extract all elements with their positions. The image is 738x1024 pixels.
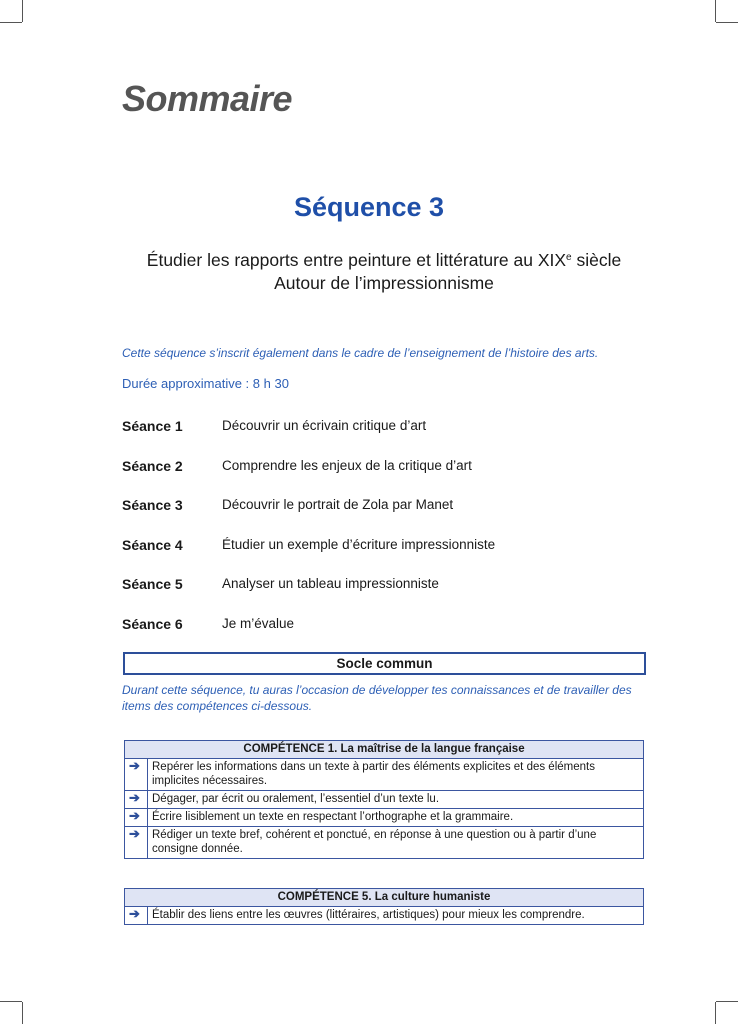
seance-row — [122, 497, 642, 537]
seance-row — [122, 576, 642, 616]
socle-commun-text: Durant cette séquence, tu auras l’occasion de développer tes connaissances et de travailler des items des compétences ci-dessous. — [122, 683, 632, 713]
seance-label: Séance 6 — [122, 615, 183, 632]
socle-commun-heading: Socle commun — [123, 652, 646, 675]
crop-mark — [716, 22, 738, 23]
duration-text: Durée approximative : 8 h 30 — [122, 376, 289, 391]
seance-text: Je m’évalue — [222, 615, 295, 631]
seance-row — [122, 418, 642, 458]
table-header-row — [125, 889, 644, 907]
competence-1-table — [124, 740, 644, 859]
seance-text: Étudier un exemple d’écriture impressionniste — [222, 536, 496, 552]
seance-label: Séance 1 — [122, 418, 183, 434]
table-row — [125, 809, 644, 827]
crop-mark — [22, 0, 23, 22]
table-row — [125, 791, 644, 809]
intro-text: Cette séquence s’inscrit également dans le cadre de l’enseignement de l’histoire des arts. — [122, 346, 599, 360]
competence-item: Dégager, par écrit ou oralement, l’essentiel d’un texte lu. — [148, 791, 644, 809]
crop-mark — [0, 1001, 22, 1002]
seance-list — [122, 418, 642, 656]
crop-mark — [715, 0, 716, 22]
competence-item: Établir des liens entre les œuvres (littéraires, artistiques) pour mieux les comprendre. — [148, 907, 644, 925]
subtitle-line-1-end: siècle — [571, 250, 622, 270]
seance-row — [122, 616, 642, 656]
crop-mark — [716, 1001, 738, 1002]
seance-text: Analyser un tableau impressionniste — [222, 576, 439, 592]
arrow-icon: ➔ — [125, 791, 148, 809]
seance-row — [122, 458, 642, 498]
seance-text: Découvrir le portrait de Zola par Manet — [222, 497, 454, 513]
table-row — [125, 759, 644, 791]
competence-item: Rédiger un texte bref, cohérent et ponctué, en réponse à une question ou à partir d’une consigne donnée. — [148, 827, 644, 859]
subtitle-line-1 — [0, 249, 738, 272]
table-row — [125, 827, 644, 859]
sequence-title: Séquence 3 — [293, 192, 445, 222]
crop-mark — [22, 1002, 23, 1024]
page-title: Sommaire — [122, 78, 293, 119]
arrow-icon: ➔ — [125, 827, 148, 859]
sequence-subtitle — [0, 249, 738, 295]
table-row — [125, 907, 644, 925]
seance-label: Séance 2 — [122, 457, 183, 474]
subtitle-line-2: Autour de l’impressionnisme — [274, 273, 494, 293]
seance-label: Séance 4 — [122, 536, 183, 553]
table-header-row — [125, 741, 644, 759]
seance-text: Découvrir un écrivain critique d’art — [222, 418, 427, 433]
seance-label: Séance 3 — [122, 497, 183, 514]
competence-item: Repérer les informations dans un texte à partir des éléments explicites et des éléments implicites nécessaires. — [148, 759, 644, 791]
arrow-icon: ➔ — [125, 907, 148, 925]
competence-1-header: COMPÉTENCE 1. La maîtrise de la langue française — [125, 741, 644, 759]
century-superscript: e — [566, 252, 572, 263]
arrow-icon: ➔ — [125, 809, 148, 827]
seance-label: Séance 5 — [122, 576, 183, 593]
seance-row — [122, 537, 642, 577]
crop-mark — [0, 22, 22, 23]
competence-item: Écrire lisiblement un texte en respectant l’orthographe et la grammaire. — [148, 809, 644, 827]
competence-5-table — [124, 888, 644, 925]
arrow-icon: ➔ — [125, 759, 148, 791]
seance-text: Comprendre les enjeux de la critique d’art — [222, 457, 472, 473]
competence-5-header: COMPÉTENCE 5. La culture humaniste — [125, 889, 644, 907]
crop-mark — [715, 1002, 716, 1024]
subtitle-line-1-text: Étudier les rapports entre peinture et littérature au XIX — [146, 250, 567, 270]
